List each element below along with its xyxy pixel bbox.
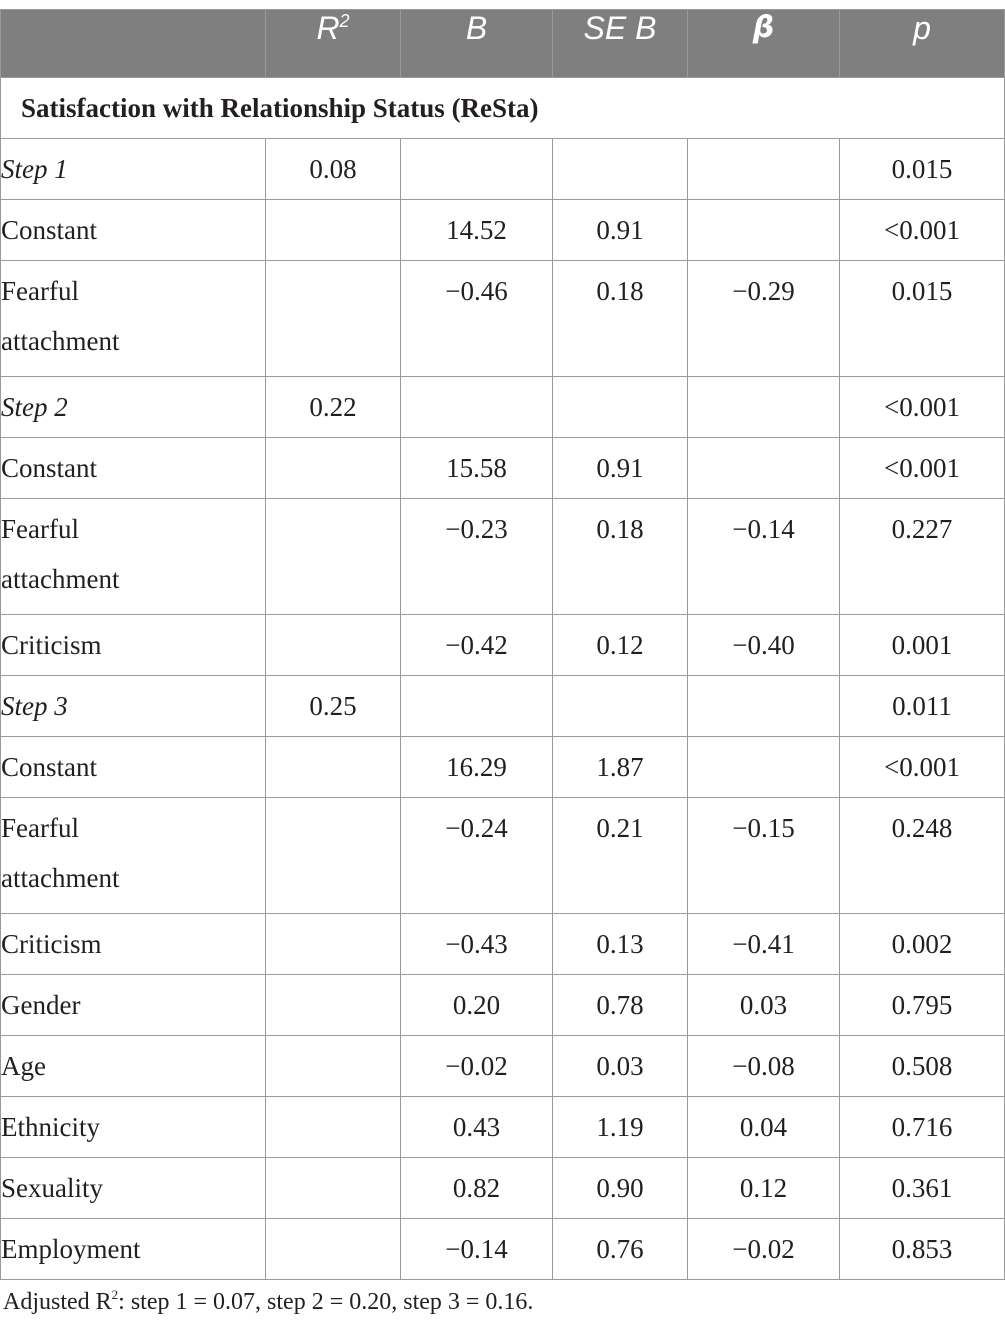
cell-b: 16.29 [401, 737, 553, 798]
cell-se-b: 0.21 [553, 798, 688, 914]
cell-r-squared: 0.25 [266, 676, 401, 737]
row-label: Gender [1, 975, 266, 1036]
cell-se-b: 0.76 [553, 1219, 688, 1280]
cell-beta: −0.15 [688, 798, 840, 914]
row-label: Fearful attachment [1, 798, 266, 914]
cell-beta: −0.14 [688, 499, 840, 615]
header-r-squared-main: R [316, 10, 340, 46]
cell-r-squared [266, 737, 401, 798]
cell-p: 0.795 [840, 975, 1005, 1036]
cell-p: 0.015 [840, 261, 1005, 377]
header-se-b: SE B [553, 10, 688, 78]
cell-b: 0.82 [401, 1158, 553, 1219]
cell-p: <0.001 [840, 200, 1005, 261]
cell-beta: 0.04 [688, 1097, 840, 1158]
footnote-prefix: Adjusted R [3, 1289, 112, 1315]
cell-p: <0.001 [840, 737, 1005, 798]
cell-se-b: 1.87 [553, 737, 688, 798]
header-b: B [401, 10, 553, 78]
cell-beta: 0.03 [688, 975, 840, 1036]
header-beta: β [688, 10, 840, 78]
cell-se-b [553, 676, 688, 737]
cell-beta: −0.02 [688, 1219, 840, 1280]
row-label: Step 2 [1, 377, 266, 438]
cell-b: −0.14 [401, 1219, 553, 1280]
cell-p: <0.001 [840, 438, 1005, 499]
table-row [1, 139, 1005, 200]
cell-se-b: 1.19 [553, 1097, 688, 1158]
table-footnote [3, 1289, 533, 1316]
row-label: Fearful attachment [1, 261, 266, 377]
cell-r-squared [266, 615, 401, 676]
regression-table [0, 9, 1005, 1280]
table-row [1, 438, 1005, 499]
cell-se-b: 0.91 [553, 200, 688, 261]
cell-r-squared: 0.08 [266, 139, 401, 200]
section-row [1, 78, 1005, 139]
row-label: Criticism [1, 615, 266, 676]
table-row [1, 261, 1005, 377]
cell-b: −0.02 [401, 1036, 553, 1097]
cell-se-b [553, 139, 688, 200]
cell-se-b: 0.18 [553, 499, 688, 615]
table-row [1, 200, 1005, 261]
table-row [1, 615, 1005, 676]
cell-p: 0.002 [840, 914, 1005, 975]
cell-r-squared [266, 261, 401, 377]
cell-b: 15.58 [401, 438, 553, 499]
table-row [1, 676, 1005, 737]
cell-b [401, 377, 553, 438]
cell-se-b: 0.91 [553, 438, 688, 499]
cell-p: 0.001 [840, 615, 1005, 676]
row-label: Fearful attachment [1, 499, 266, 615]
cell-r-squared [266, 798, 401, 914]
cell-r-squared [266, 1219, 401, 1280]
cell-beta [688, 200, 840, 261]
cell-se-b: 0.78 [553, 975, 688, 1036]
cell-beta [688, 676, 840, 737]
header-r-squared [266, 10, 401, 78]
cell-beta: −0.08 [688, 1036, 840, 1097]
footnote-suffix: : step 1 = 0.07, step 2 = 0.20, step 3 = 0.16. [118, 1289, 534, 1315]
cell-se-b: 0.12 [553, 615, 688, 676]
section-title: Satisfaction with Relationship Status (ReSta) [1, 78, 1005, 139]
cell-b: −0.46 [401, 261, 553, 377]
cell-r-squared [266, 1097, 401, 1158]
table-body [1, 78, 1005, 1280]
cell-r-squared: 0.22 [266, 377, 401, 438]
row-label: Constant [1, 200, 266, 261]
cell-p: <0.001 [840, 377, 1005, 438]
cell-b: −0.42 [401, 615, 553, 676]
cell-b: 0.20 [401, 975, 553, 1036]
row-label: Age [1, 1036, 266, 1097]
cell-beta: 0.12 [688, 1158, 840, 1219]
table-row [1, 1219, 1005, 1280]
cell-p: 0.015 [840, 139, 1005, 200]
row-label: Criticism [1, 914, 266, 975]
cell-p: 0.361 [840, 1158, 1005, 1219]
cell-se-b: 0.03 [553, 1036, 688, 1097]
header-p: p [840, 10, 1005, 78]
cell-b: 0.43 [401, 1097, 553, 1158]
cell-b: −0.23 [401, 499, 553, 615]
row-label: Step 1 [1, 139, 266, 200]
table-row [1, 377, 1005, 438]
cell-se-b [553, 377, 688, 438]
row-label: Ethnicity [1, 1097, 266, 1158]
table-header [1, 10, 1005, 78]
cell-se-b: 0.13 [553, 914, 688, 975]
header-row [1, 10, 1005, 78]
cell-p: 0.716 [840, 1097, 1005, 1158]
cell-beta [688, 438, 840, 499]
table-row [1, 975, 1005, 1036]
cell-p: 0.508 [840, 1036, 1005, 1097]
cell-r-squared [266, 914, 401, 975]
table-row [1, 737, 1005, 798]
cell-beta [688, 737, 840, 798]
table-row [1, 1036, 1005, 1097]
table-row [1, 499, 1005, 615]
cell-beta: −0.41 [688, 914, 840, 975]
cell-se-b: 0.18 [553, 261, 688, 377]
row-label: Employment [1, 1219, 266, 1280]
cell-b: −0.24 [401, 798, 553, 914]
row-label: Step 3 [1, 676, 266, 737]
cell-b [401, 676, 553, 737]
cell-b [401, 139, 553, 200]
cell-p: 0.248 [840, 798, 1005, 914]
header-r-squared-sup: 2 [339, 11, 350, 31]
footnote-sup: 2 [111, 1287, 119, 1302]
cell-p: 0.853 [840, 1219, 1005, 1280]
cell-p: 0.011 [840, 676, 1005, 737]
row-label: Constant [1, 438, 266, 499]
cell-p: 0.227 [840, 499, 1005, 615]
cell-r-squared [266, 200, 401, 261]
cell-r-squared [266, 1036, 401, 1097]
cell-se-b: 0.90 [553, 1158, 688, 1219]
table-row [1, 798, 1005, 914]
table-row [1, 914, 1005, 975]
cell-beta [688, 139, 840, 200]
cell-b: −0.43 [401, 914, 553, 975]
cell-beta: −0.40 [688, 615, 840, 676]
cell-beta [688, 377, 840, 438]
cell-beta: −0.29 [688, 261, 840, 377]
cell-b: 14.52 [401, 200, 553, 261]
cell-r-squared [266, 438, 401, 499]
cell-r-squared [266, 1158, 401, 1219]
cell-r-squared [266, 499, 401, 615]
row-label: Constant [1, 737, 266, 798]
header-blank [1, 10, 266, 78]
table-row [1, 1097, 1005, 1158]
row-label: Sexuality [1, 1158, 266, 1219]
cell-r-squared [266, 975, 401, 1036]
table-row [1, 1158, 1005, 1219]
